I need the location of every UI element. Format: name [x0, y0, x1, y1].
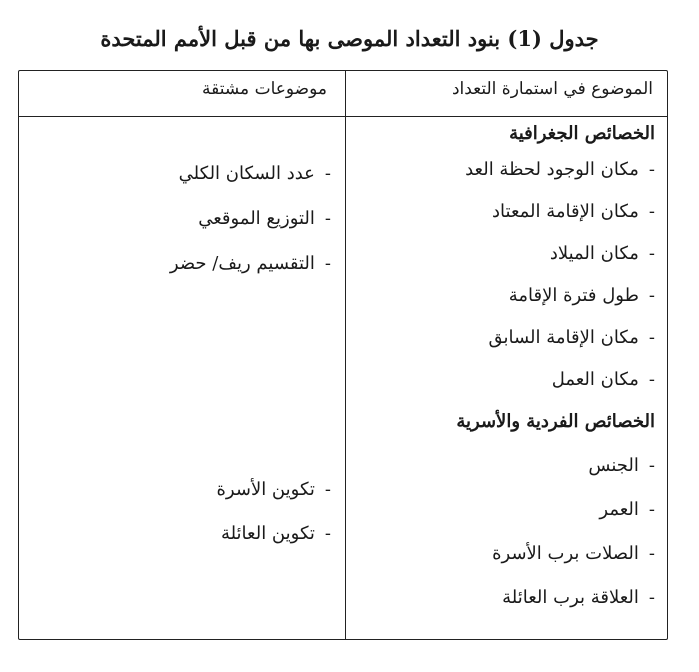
header-derived-topics: موضوعات مشتقة	[202, 79, 327, 99]
list-item-label: الجنس	[588, 455, 639, 476]
census-items-table	[18, 70, 668, 640]
dash-marker: -	[648, 587, 655, 608]
derived-item	[170, 253, 331, 274]
list-item-label: مكان الإقامة السابق	[488, 327, 639, 348]
list-item	[599, 499, 655, 520]
list-item-label: مكان الإقامة المعتاد	[492, 201, 639, 222]
list-item-label: مكان الميلاد	[549, 243, 639, 264]
list-item-label: مكان العمل	[551, 369, 639, 390]
derived-item-label: تكوين العائلة	[220, 523, 315, 544]
column-divider	[345, 71, 346, 639]
dash-marker: -	[648, 543, 655, 564]
dash-marker: -	[648, 499, 655, 520]
derived-item-label: تكوين الأسرة	[216, 479, 315, 500]
derived-item	[217, 479, 332, 500]
section-heading-individual-household: الخصائص الفردية والأسرية	[456, 411, 655, 432]
derived-item-label: التقسيم ريف/ حضر	[169, 253, 315, 274]
dash-marker: -	[324, 523, 331, 544]
list-item	[588, 455, 655, 476]
dash-marker: -	[648, 327, 655, 348]
list-item-label: العمر	[599, 499, 639, 520]
dash-marker: -	[648, 455, 655, 476]
dash-marker: -	[324, 163, 331, 184]
header-divider	[19, 116, 667, 117]
dash-marker: -	[648, 201, 655, 222]
list-item-label: مكان الوجود لحظة العد	[465, 159, 639, 180]
derived-item	[179, 163, 331, 184]
derived-item-label: التوزيع الموقعي	[198, 208, 315, 229]
dash-marker: -	[648, 369, 655, 390]
dash-marker: -	[648, 285, 655, 306]
list-item-label: طول فترة الإقامة	[508, 285, 639, 306]
dash-marker: -	[648, 243, 655, 264]
dash-marker: -	[324, 208, 331, 229]
list-item	[550, 243, 655, 264]
list-item-label: الصلات برب الأسرة	[492, 543, 639, 564]
list-item	[492, 201, 655, 222]
dash-marker: -	[324, 479, 331, 500]
list-item	[552, 369, 655, 390]
derived-item-label: عدد السكان الكلي	[178, 163, 315, 184]
list-item	[492, 543, 655, 564]
header-census-topics: الموضوع في استمارة التعداد	[451, 79, 653, 99]
section-heading-geographic: الخصائص الجغرافية	[509, 123, 655, 144]
list-item	[488, 327, 655, 348]
list-item	[509, 285, 655, 306]
list-item	[502, 587, 655, 608]
derived-item	[221, 523, 331, 544]
derived-item	[198, 208, 331, 229]
list-item	[465, 159, 655, 180]
dash-marker: -	[324, 253, 331, 274]
list-item-label: العلاقة برب العائلة	[502, 587, 639, 608]
dash-marker: -	[648, 159, 655, 180]
table-caption: جدول (1) بنود التعداد الموصى بها من قبل الأمم المتحدة	[100, 26, 599, 51]
